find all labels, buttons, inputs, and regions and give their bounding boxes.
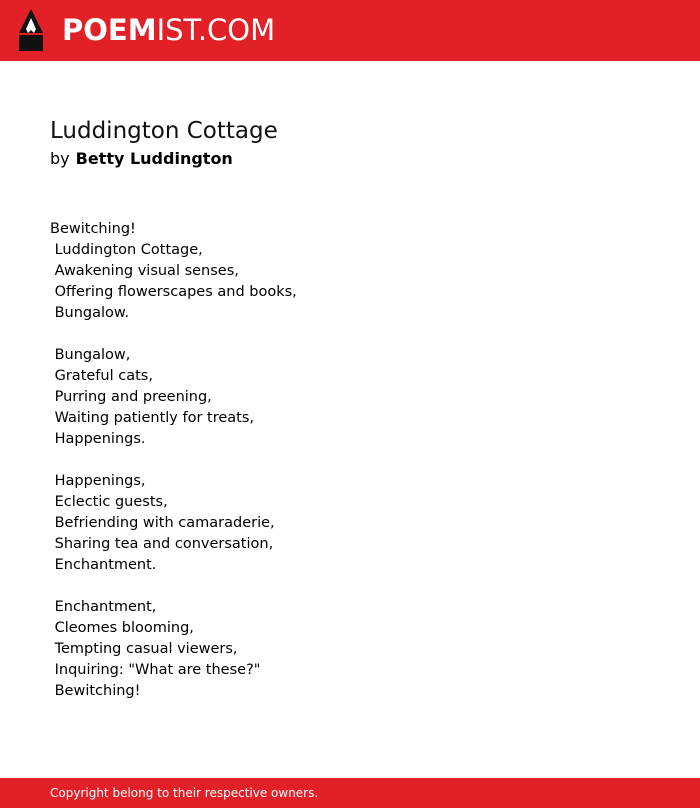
poem-line: Grateful cats, <box>50 368 153 384</box>
poem-title: Luddington Cottage <box>50 118 278 144</box>
poem-line: Enchantment. <box>50 557 157 573</box>
poem-line: Luddington Cottage, <box>50 242 203 258</box>
poem-line: Bungalow. <box>50 305 130 321</box>
poem-line: Sharing tea and conversation, <box>50 536 274 552</box>
logo-light-text: IST.COM <box>156 13 276 47</box>
pencil-icon[interactable] <box>17 9 45 51</box>
by-label: by <box>50 149 70 168</box>
copyright-notice: Copyright belong to their respective owners. <box>50 786 319 800</box>
poem-line: Happenings, <box>50 473 146 489</box>
poem-line: Eclectic guests, <box>50 494 168 510</box>
poem-line: Awakening visual senses, <box>50 263 239 279</box>
byline <box>50 149 233 169</box>
poem-body <box>50 219 650 702</box>
logo-bold-text: POEM <box>62 13 157 47</box>
poem-line: Inquiring: "What are these?" <box>50 662 261 678</box>
stanza-break <box>50 324 650 345</box>
poem-line: Bewitching! <box>50 221 136 237</box>
poem-line: Happenings. <box>50 431 146 447</box>
site-logo[interactable] <box>62 12 275 48</box>
poem-line: Befriending with camaraderie, <box>50 515 275 531</box>
site-footer <box>0 778 700 808</box>
poem-line: Cleomes blooming, <box>50 620 194 636</box>
poem-line: Bewitching! <box>50 683 141 699</box>
poem-line: Bungalow, <box>50 347 131 363</box>
poem-line: Tempting casual viewers, <box>50 641 238 657</box>
site-header <box>0 0 700 61</box>
poem-line: Purring and preening, <box>50 389 212 405</box>
poem-line: Enchantment, <box>50 599 157 615</box>
stanza-break <box>50 576 650 597</box>
author-name: Betty Luddington <box>75 149 233 168</box>
stanza-break <box>50 450 650 471</box>
poem-line: Offering flowerscapes and books, <box>50 284 297 300</box>
poem-line: Waiting patiently for treats, <box>50 410 254 426</box>
